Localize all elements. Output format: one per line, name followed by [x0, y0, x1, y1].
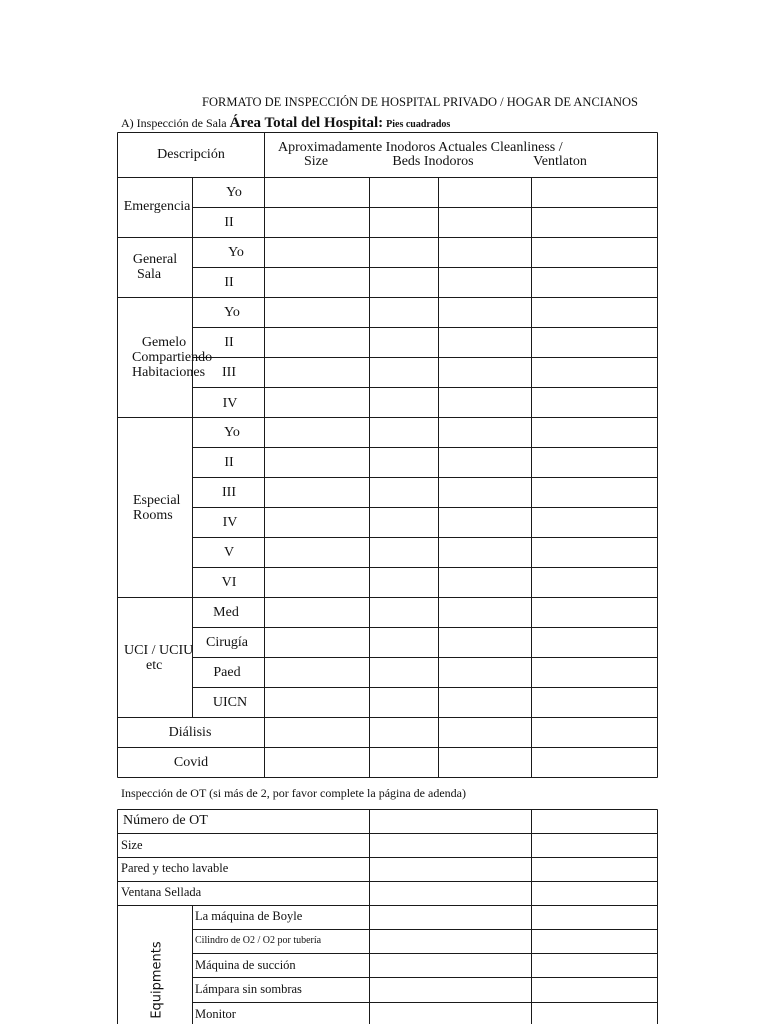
- row-label: Yo: [226, 185, 242, 200]
- equipment-item: Máquina de succión: [195, 958, 296, 972]
- ot-row-label: Número de OT: [123, 813, 208, 828]
- group-label-special: Especial: [133, 493, 181, 508]
- row-label: V: [223, 545, 235, 560]
- equipments-vertical-label: Equipments: [149, 941, 165, 1019]
- row-label: Yo: [224, 305, 240, 320]
- equipment-item: Cilindro de O2 / O2 por tubería: [195, 935, 322, 946]
- total-area-label: Área Total del Hospital:: [229, 115, 384, 131]
- ot-row-label: Ventana Sellada: [121, 885, 202, 899]
- row-label: II: [224, 455, 234, 470]
- header-size: Size: [303, 154, 329, 169]
- group-label-special-line2: Rooms: [133, 508, 173, 523]
- row-label-dialysis: Diálisis: [168, 725, 212, 740]
- row-label: IV: [222, 396, 238, 411]
- group-label-twin-line2: Compartiendo: [132, 350, 213, 365]
- row-label: II: [224, 215, 234, 230]
- header-beds-toilets: Beds Inodoros: [392, 154, 474, 169]
- page-title: FORMATO DE INSPECCIÓN DE HOSPITAL PRIVADO / HOGAR DE ANCIANOS: [202, 95, 638, 109]
- ward-table-lines: [118, 133, 658, 778]
- row-label: Cirugía: [206, 635, 248, 650]
- row-label: III: [222, 365, 236, 380]
- group-label-twin-line3: Habitaciones: [132, 365, 206, 380]
- row-label: UICN: [212, 695, 248, 710]
- row-label: Yo: [224, 425, 240, 440]
- group-label-icu: UCI / UCIU: [124, 643, 194, 658]
- equipment-item: La máquina de Boyle: [195, 909, 303, 923]
- group-label-twin: Gemelo: [141, 335, 187, 350]
- group-label-general: General: [132, 252, 178, 267]
- equipment-item: Lámpara sin sombras: [195, 982, 302, 996]
- ot-row-label: Size: [121, 838, 143, 852]
- header-ventilation: Ventlaton: [533, 154, 587, 169]
- row-label: II: [224, 335, 234, 350]
- ot-row-label: Pared y techo lavable: [121, 861, 229, 875]
- group-label-emergency: Emergencia: [123, 199, 191, 214]
- header-columns-line1: Aproximadamente Inodoros Actuales Cleanliness /: [278, 140, 563, 155]
- row-label-covid: Covid: [173, 755, 209, 770]
- ot-section-heading: Inspección de OT (si más de 2, por favor complete la página de adenda): [121, 786, 466, 800]
- row-label: Yo: [228, 245, 244, 260]
- equipment-item: Monitor: [195, 1007, 236, 1021]
- row-label: VI: [221, 575, 237, 590]
- group-label-general-line2: Sala: [137, 267, 162, 282]
- row-label: Med: [213, 605, 239, 620]
- header-description: Descripción: [157, 147, 225, 162]
- row-label: IV: [222, 515, 238, 530]
- section-a-prefix: A) Inspección de Sala: [121, 116, 227, 130]
- row-label: II: [224, 275, 234, 290]
- section-a-heading: [121, 116, 450, 131]
- row-label: III: [222, 485, 236, 500]
- group-label-icu-line2: etc: [146, 658, 163, 673]
- area-unit: Pies cuadrados: [386, 119, 451, 130]
- row-label: Paed: [213, 665, 241, 680]
